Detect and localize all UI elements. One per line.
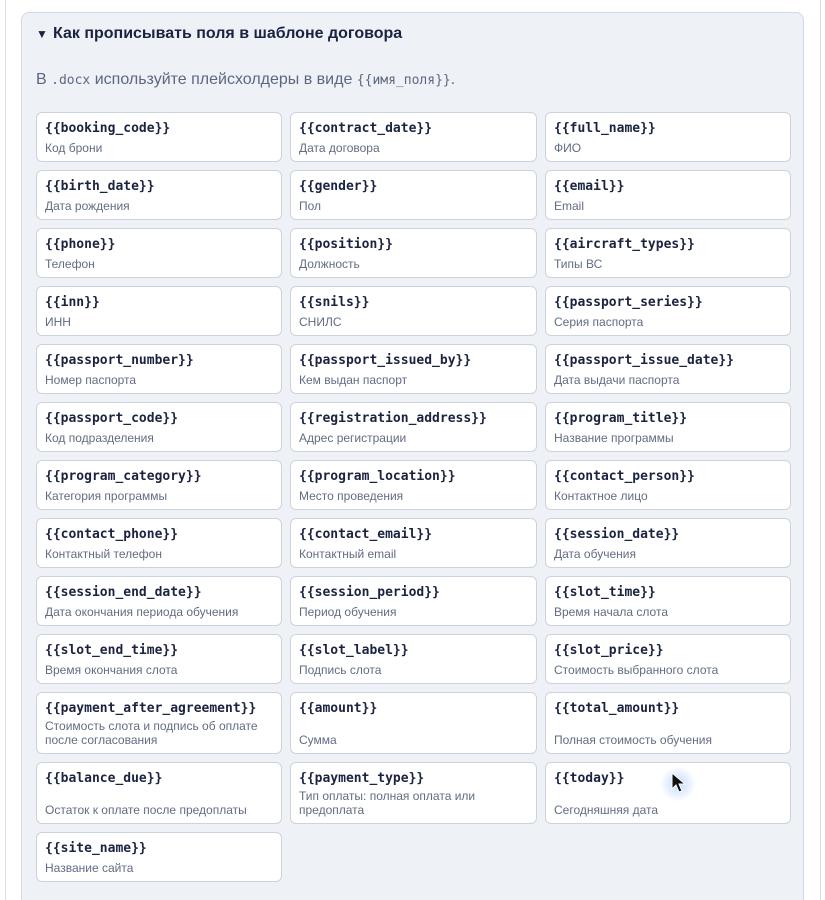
outer-border-left xyxy=(5,0,6,900)
placeholder-card[interactable] xyxy=(290,634,537,684)
placeholder-key: {{today}} xyxy=(554,771,625,786)
placeholder-description: СНИЛС xyxy=(299,315,342,329)
intro-file-ext: .docx xyxy=(51,73,91,88)
placeholder-card[interactable] xyxy=(36,402,282,452)
placeholder-description: Стоимость выбранного слота xyxy=(554,663,719,677)
placeholder-card[interactable] xyxy=(545,634,791,684)
intro-middle: используйте плейсхолдеры в виде xyxy=(90,71,357,88)
placeholder-card[interactable] xyxy=(36,762,282,824)
placeholder-key: {{contract_date}} xyxy=(299,121,433,136)
placeholder-key: {{email}} xyxy=(554,179,625,194)
placeholder-key: {{position}} xyxy=(299,237,393,252)
placeholder-description: Код подразделения xyxy=(45,431,154,445)
placeholder-card[interactable] xyxy=(290,460,537,510)
placeholder-card[interactable] xyxy=(36,576,282,626)
placeholder-description: Сумма xyxy=(299,733,337,747)
placeholder-key: {{booking_code}} xyxy=(45,121,171,136)
placeholder-card[interactable] xyxy=(36,832,282,882)
placeholder-card[interactable] xyxy=(36,518,282,568)
placeholder-key: {{passport_code}} xyxy=(45,411,179,426)
placeholder-card[interactable] xyxy=(290,112,537,162)
intro-suffix: . xyxy=(450,71,456,88)
placeholder-description: Телефон xyxy=(45,257,95,271)
intro-example: {{имя_поля}} xyxy=(356,73,451,88)
placeholder-card[interactable] xyxy=(36,112,282,162)
placeholder-description: Подпись слота xyxy=(299,663,382,677)
placeholder-card[interactable] xyxy=(290,692,537,754)
placeholder-key: {{passport_issue_date}} xyxy=(554,353,735,368)
placeholder-key: {{full_name}} xyxy=(554,121,656,136)
placeholder-description: Номер паспорта xyxy=(45,373,137,387)
placeholder-key: {{slot_label}} xyxy=(299,643,409,658)
placeholder-card[interactable] xyxy=(290,518,537,568)
placeholder-description: Код брони xyxy=(45,141,103,155)
placeholder-key: {{balance_due}} xyxy=(45,771,163,786)
placeholder-description: Типы ВС xyxy=(554,257,603,271)
placeholder-card[interactable] xyxy=(36,228,282,278)
placeholder-description: Адрес регистрации xyxy=(299,431,407,445)
placeholder-key: {{gender}} xyxy=(299,179,378,194)
placeholder-description: Время окончания слота xyxy=(45,663,178,677)
placeholder-key: {{inn}} xyxy=(45,295,100,310)
placeholder-card[interactable] xyxy=(290,762,537,824)
placeholder-card[interactable] xyxy=(545,402,791,452)
placeholder-card[interactable] xyxy=(545,518,791,568)
placeholder-description: Остаток к оплате после предоплаты xyxy=(45,803,247,817)
placeholder-key: {{birth_date}} xyxy=(45,179,155,194)
placeholder-key: {{slot_time}} xyxy=(554,585,656,600)
placeholder-card[interactable] xyxy=(36,634,282,684)
placeholder-key: {{snils}} xyxy=(299,295,370,310)
placeholder-key: {{passport_number}} xyxy=(45,353,194,368)
placeholder-key: {{passport_series}} xyxy=(554,295,703,310)
placeholder-description: Пол xyxy=(299,199,322,213)
placeholder-key: {{program_location}} xyxy=(299,469,456,484)
placeholder-key: {{aircraft_types}} xyxy=(554,237,695,252)
caret-down-icon: ▼ xyxy=(36,27,48,41)
placeholder-card[interactable] xyxy=(36,286,282,336)
placeholder-card[interactable] xyxy=(545,692,791,754)
placeholder-description: Полная стоимость обучения xyxy=(554,733,712,747)
placeholder-key: {{amount}} xyxy=(299,701,378,716)
placeholder-card[interactable] xyxy=(290,344,537,394)
placeholder-card[interactable] xyxy=(545,576,791,626)
placeholder-card[interactable] xyxy=(36,692,282,754)
placeholder-card[interactable] xyxy=(290,576,537,626)
placeholder-card[interactable] xyxy=(545,286,791,336)
placeholder-description: Время начала слота xyxy=(554,605,668,619)
placeholder-card[interactable] xyxy=(290,170,537,220)
intro-prefix: В xyxy=(36,71,52,88)
placeholder-description: Название программы xyxy=(554,431,674,445)
placeholder-description: ФИО xyxy=(554,141,582,155)
placeholder-card[interactable] xyxy=(545,170,791,220)
placeholder-card[interactable] xyxy=(290,402,537,452)
placeholder-key: {{slot_end_time}} xyxy=(45,643,179,658)
placeholder-description: Контактный email xyxy=(299,547,397,561)
placeholder-card[interactable] xyxy=(36,344,282,394)
outer-border-right xyxy=(820,0,821,900)
placeholder-description: Email xyxy=(554,199,585,213)
placeholder-key: {{session_period}} xyxy=(299,585,440,600)
placeholder-description: Серия паспорта xyxy=(554,315,644,329)
placeholder-key: {{site_name}} xyxy=(45,841,147,856)
placeholder-key: {{session_date}} xyxy=(554,527,680,542)
placeholder-description: Категория программы xyxy=(45,489,168,503)
placeholder-description: ИНН xyxy=(45,315,71,329)
details-title: Как прописывать поля в шаблоне договора xyxy=(53,25,403,42)
placeholder-description: Название сайта xyxy=(45,861,134,875)
placeholder-description: Сегодняшняя дата xyxy=(554,803,659,817)
placeholder-description: Кем выдан паспорт xyxy=(299,373,408,387)
placeholder-description: Контактное лицо xyxy=(554,489,648,503)
placeholder-description: Место проведения xyxy=(299,489,404,503)
placeholder-description: Период обучения xyxy=(299,605,397,619)
placeholder-description: Должность xyxy=(299,257,360,271)
placeholder-key: {{session_end_date}} xyxy=(45,585,202,600)
intro-text xyxy=(36,71,455,89)
placeholder-card[interactable] xyxy=(545,112,791,162)
placeholder-key: {{payment_type}} xyxy=(299,771,425,786)
placeholder-key: {{total_amount}} xyxy=(554,701,680,716)
placeholder-card[interactable] xyxy=(36,460,282,510)
mouse-pointer-icon xyxy=(670,772,690,794)
placeholder-key: {{contact_email}} xyxy=(299,527,433,542)
placeholder-key: {{registration_address}} xyxy=(299,411,487,426)
placeholder-description: Дата договора xyxy=(299,141,380,155)
placeholder-card[interactable] xyxy=(36,170,282,220)
placeholder-card[interactable] xyxy=(545,344,791,394)
placeholder-key: {{payment_after_agreement}} xyxy=(45,701,257,716)
placeholder-key: {{contact_phone}} xyxy=(45,527,179,542)
placeholder-key: {{program_category}} xyxy=(45,469,202,484)
placeholder-description: Стоимость слота и подпись об оплате после согласования xyxy=(45,719,258,747)
placeholder-description: Дата рождения xyxy=(45,199,130,213)
placeholder-description: Дата выдачи паспорта xyxy=(554,373,680,387)
placeholder-key: {{contact_person}} xyxy=(554,469,695,484)
placeholder-description: Дата окончания периода обучения xyxy=(45,605,239,619)
placeholder-key: {{passport_issued_by}} xyxy=(299,353,472,368)
placeholder-description: Дата обучения xyxy=(554,547,636,561)
placeholder-key: {{program_title}} xyxy=(554,411,688,426)
placeholder-key: {{slot_price}} xyxy=(554,643,664,658)
placeholder-card[interactable] xyxy=(290,228,537,278)
placeholder-card[interactable] xyxy=(545,460,791,510)
details-summary[interactable] xyxy=(36,25,402,43)
template-fields-details xyxy=(21,12,804,900)
placeholder-card[interactable] xyxy=(545,228,791,278)
placeholder-key: {{phone}} xyxy=(45,237,116,252)
placeholder-description: Контактный телефон xyxy=(45,547,162,561)
placeholder-card[interactable] xyxy=(290,286,537,336)
placeholder-description: Тип оплаты: полная оплата или предоплата xyxy=(299,789,476,817)
